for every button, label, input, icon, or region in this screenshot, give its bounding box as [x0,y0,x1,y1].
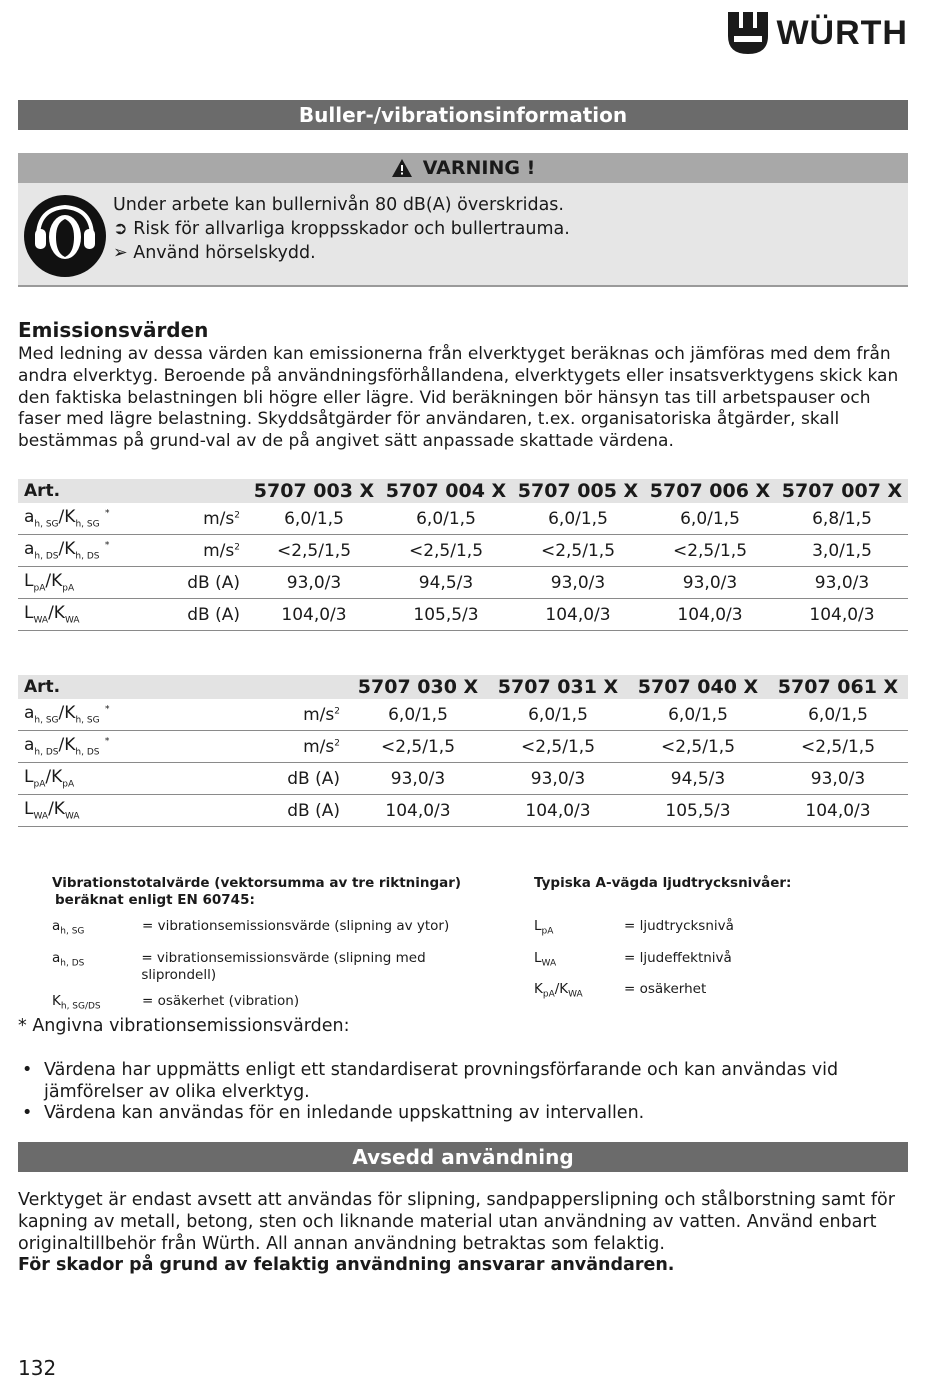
table-cell: 93,0/3 [512,567,644,599]
table-cell: 6,8/1,5 [776,503,908,535]
warning-line: ➢ Använd hörselskydd. [113,243,316,263]
wurth-logo [728,12,908,54]
warning-line: Under arbete kan bullernivån 80 dB(A) överskridas. [113,195,564,215]
table-cell: 104,0/3 [488,795,628,827]
list-item-text: Värdena kan användas för en inledande uppskattning av intervallen. [44,1103,645,1123]
table-cell: <2,5/1,5 [488,731,628,763]
table-cell: 105,5/3 [380,599,512,631]
legend-row [534,981,904,1004]
brand-name: WÜRTH [776,13,908,52]
table-cell: 93,0/3 [488,763,628,795]
table-header-row [18,675,908,699]
list-item [22,1103,912,1125]
warning-text [113,193,570,265]
warning-box [18,153,908,287]
header-spacer [218,675,348,699]
legend-heading: Typiska A-vägda ljudtrycksnivåer: [534,875,792,891]
table-cell: 6,0/1,5 [512,503,644,535]
emission-body: Med ledning av dessa värden kan emissionerna från elverktyget beräknas och jämföras med dem från andra elverktyg. Beroende på användningsförhållandena, elverktygets eller insatsverktygens skick kan den faktiska belastningen bli högre eller lägre. Vid beräkningen bör hänsyn tas till arbetspauser och faser med lägre belastning. Skyddsåtgärder för användaren, t.ex. organisatoriska åtgärder, skall bestämmas på grund-val av de på angivet sätt anpassade skattade värdena. [18,344,899,452]
legend-heading: Vibrationstotalvärde (vektorsumma av tre riktningar) [52,875,462,891]
table-row [18,535,908,567]
legend-symbol: $L_{pA}$ [534,918,554,937]
table-row [18,699,908,731]
list-item-text: Värdena har uppmätts enligt ett standardiserat provningsförfarande och kan användas vid jämförelser av olika elverktyg. [44,1060,839,1102]
bullet-icon: • [22,1103,33,1123]
table-cell: <2,5/1,5 [628,731,768,763]
table-cell: 94,5/3 [380,567,512,599]
row-label-ah-ds: $a_{h, DS}/K_{h, DS}$ * [18,535,138,567]
legend-text: = vibrationsemissionsvärde (slipning av ytor) [142,918,450,934]
table-cell: <2,5/1,5 [644,535,776,567]
legend-row [534,918,904,941]
list-item [22,1060,912,1103]
art-label: Art. [18,479,138,503]
footnote: * Angivna vibrationsemissionsvärden: [18,1016,350,1036]
hearing-protection-icon [24,195,106,277]
table-cell: 3,0/1,5 [776,535,908,567]
column-header: 5707 040 X [628,675,768,699]
legend-symbol: $K_{pA}/K_{WA}$ [534,981,583,1001]
table-cell: 6,0/1,5 [768,699,908,731]
column-header: 5707 031 X [488,675,628,699]
table-cell: 105,5/3 [628,795,768,827]
legend-row [534,950,904,973]
table-cell: 93,0/3 [348,763,488,795]
warning-line: ➲ Risk för allvarliga kroppsskador och bullertrauma. [113,219,570,239]
legend-text: = ljudtrycksnivå [624,918,734,934]
row-unit: dB (A) [218,795,348,827]
row-unit: $m/s^2$ [218,731,348,763]
legend-row [52,993,502,1016]
legend-text: = osäkerhet (vibration) [142,992,300,1009]
table-cell: 104,0/3 [512,599,644,631]
legend-vibration [52,875,502,1015]
row-label-lwa: $L_{WA}/K_{WA}$ [18,795,218,827]
table-cell: <2,5/1,5 [380,535,512,567]
wurth-logo-mark-icon [728,12,768,54]
emission-table-1 [18,479,908,631]
emission-title: Emissionsvärden [18,318,209,342]
row-label-ah-sg: $a_{h, SG}/K_{h, SG}$ * [18,503,138,535]
row-label-ah-ds: $a_{h, DS}/K_{h, DS}$ * [18,731,218,763]
column-header: 5707 003 X [248,479,380,503]
warning-heading: VARNING ! [422,157,536,179]
header-spacer [138,479,248,503]
warning-triangle-icon [391,158,413,178]
table-cell: 6,0/1,5 [348,699,488,731]
row-label-lpa: $L_{pA}/K_{pA}$ [18,763,218,795]
column-header: 5707 006 X [644,479,776,503]
art-label: Art. [18,675,218,699]
row-unit: dB (A) [138,567,248,599]
column-header: 5707 007 X [776,479,908,503]
legend-subheading: beräknat enligt EN 60745: [55,892,255,908]
legend-symbol: $L_{WA}$ [534,949,557,969]
row-unit: dB (A) [218,763,348,795]
use-disclaimer: För skador på grund av felaktig användning ansvarar användaren. [18,1255,675,1276]
legend-row [52,950,502,984]
table-cell: 104,0/3 [348,795,488,827]
table-cell: 6,0/1,5 [380,503,512,535]
table-row [18,503,908,535]
table-row [18,599,908,631]
table-cell: 104,0/3 [776,599,908,631]
table-cell: 6,0/1,5 [488,699,628,731]
row-label-lwa: $L_{WA}/K_{WA}$ [18,599,138,631]
table-row [18,795,908,827]
legend-symbol: $a_{h, SG}$ [52,918,85,937]
use-body [18,1190,908,1277]
table-row [18,731,908,763]
table-cell: 93,0/3 [248,567,380,599]
warning-header [18,153,908,183]
table-cell: 104,0/3 [248,599,380,631]
section-title-noise: Buller-/vibrationsinformation [18,100,908,130]
legend-text: = osäkerhet [624,981,707,998]
table-cell: 104,0/3 [768,795,908,827]
table-header-row [18,479,908,503]
row-unit: $m/s^2$ [138,503,248,535]
section-title-use: Avsedd användning [18,1142,908,1172]
table-row [18,567,908,599]
column-header: 5707 030 X [348,675,488,699]
legend-symbol: $K_{h, SG/DS}$ [52,992,101,1012]
legend-text: = ljudeffektnivå [624,949,732,966]
column-header: 5707 005 X [512,479,644,503]
column-header: 5707 061 X [768,675,908,699]
row-unit: $m/s^2$ [218,699,348,731]
row-label-lpa: $L_{pA}/K_{pA}$ [18,567,138,599]
legend-symbol: $a_{h, DS}$ [52,949,85,969]
table-cell: <2,5/1,5 [348,731,488,763]
use-text: Verktyget är endast avsett att användas för slipning, sandpapperslipning och stålborstning samt för kapning av metall, betong, sten och liknande material utan användning av vatten. Använd enbart originaltillbehör från Würth. All annan användning betraktas som felaktig. [18,1190,895,1254]
legend-sound [534,875,904,1004]
table-cell: <2,5/1,5 [248,535,380,567]
table-cell: 6,0/1,5 [248,503,380,535]
table-cell: 104,0/3 [644,599,776,631]
table-cell: 6,0/1,5 [644,503,776,535]
emission-table-2 [18,675,908,827]
row-unit: dB (A) [138,599,248,631]
table-row [18,763,908,795]
table-cell: <2,5/1,5 [512,535,644,567]
table-cell: 93,0/3 [776,567,908,599]
legend-text: = vibrationsemissionsvärde (slipning med sliprondell) [141,949,426,983]
column-header: 5707 004 X [380,479,512,503]
row-label-ah-sg: $a_{h, SG}/K_{h, SG}$ * [18,699,218,731]
legend-row [52,918,502,941]
table-cell: <2,5/1,5 [768,731,908,763]
bullet-list [22,1060,912,1125]
page-number: 132 [18,1356,57,1380]
table-cell: 94,5/3 [628,763,768,795]
table-cell: 93,0/3 [768,763,908,795]
table-cell: 93,0/3 [644,567,776,599]
table-cell: 6,0/1,5 [628,699,768,731]
row-unit: $m/s^2$ [138,535,248,567]
bullet-icon: • [22,1060,33,1080]
